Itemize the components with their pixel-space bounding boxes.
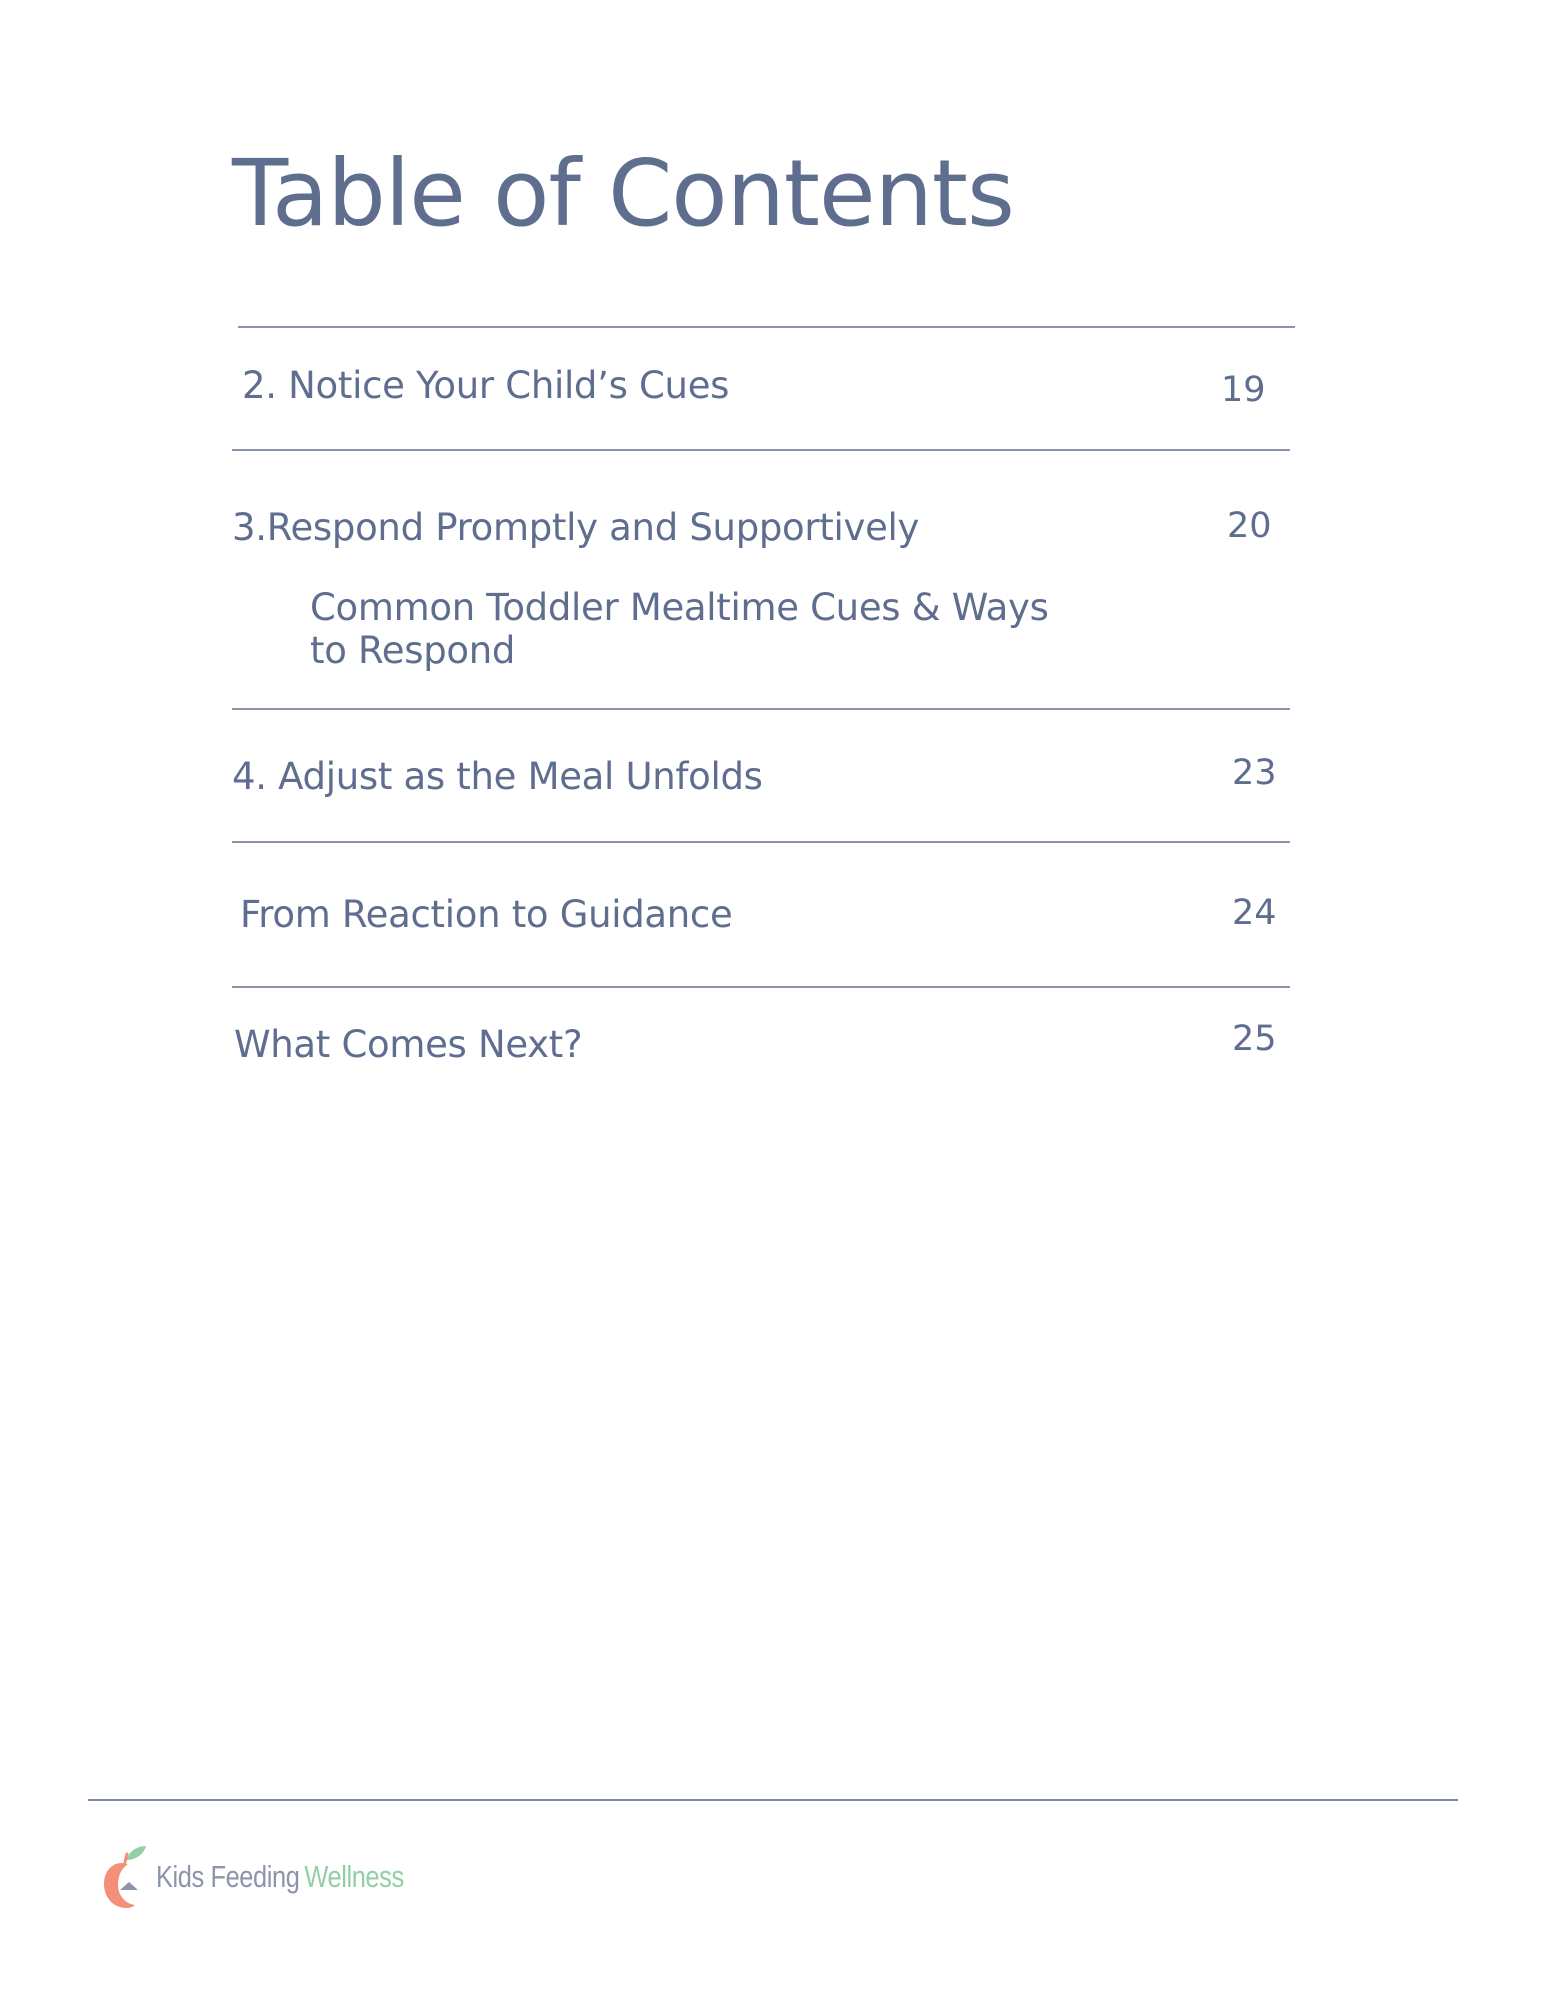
page-title: Table of Contents <box>232 140 1014 247</box>
toc-entry-title[interactable]: 2. Notice Your Child’s Cues <box>242 364 730 407</box>
toc-entry-title[interactable]: 3.Respond Promptly and Supportively <box>232 506 920 549</box>
logo-text-part1: Kids Feeding <box>156 1859 300 1894</box>
apple-logo-icon <box>100 1842 152 1912</box>
toc-entry-page: 19 <box>1221 370 1266 410</box>
toc-entry-page: 20 <box>1227 506 1272 546</box>
toc-divider <box>232 841 1290 843</box>
toc-entry-page: 23 <box>1232 753 1277 793</box>
toc-entry-page: 24 <box>1232 893 1277 933</box>
footer-divider <box>88 1799 1458 1801</box>
logo-wordmark <box>156 1859 404 1895</box>
logo-text-part2: Wellness <box>304 1859 404 1894</box>
toc-divider <box>238 326 1295 328</box>
toc-divider <box>232 708 1290 710</box>
footer-logo <box>100 1842 458 1912</box>
toc-divider <box>232 986 1290 988</box>
toc-subentry-title[interactable]: Common Toddler Mealtime Cues & Ways to Respond <box>310 586 1049 672</box>
toc-entry-title[interactable]: 4. Adjust as the Meal Unfolds <box>232 755 763 798</box>
toc-entry-page: 25 <box>1232 1019 1277 1059</box>
toc-entry-title[interactable]: From Reaction to Guidance <box>240 893 733 936</box>
toc-divider <box>232 449 1290 451</box>
toc-entry-title[interactable]: What Comes Next? <box>234 1023 583 1066</box>
